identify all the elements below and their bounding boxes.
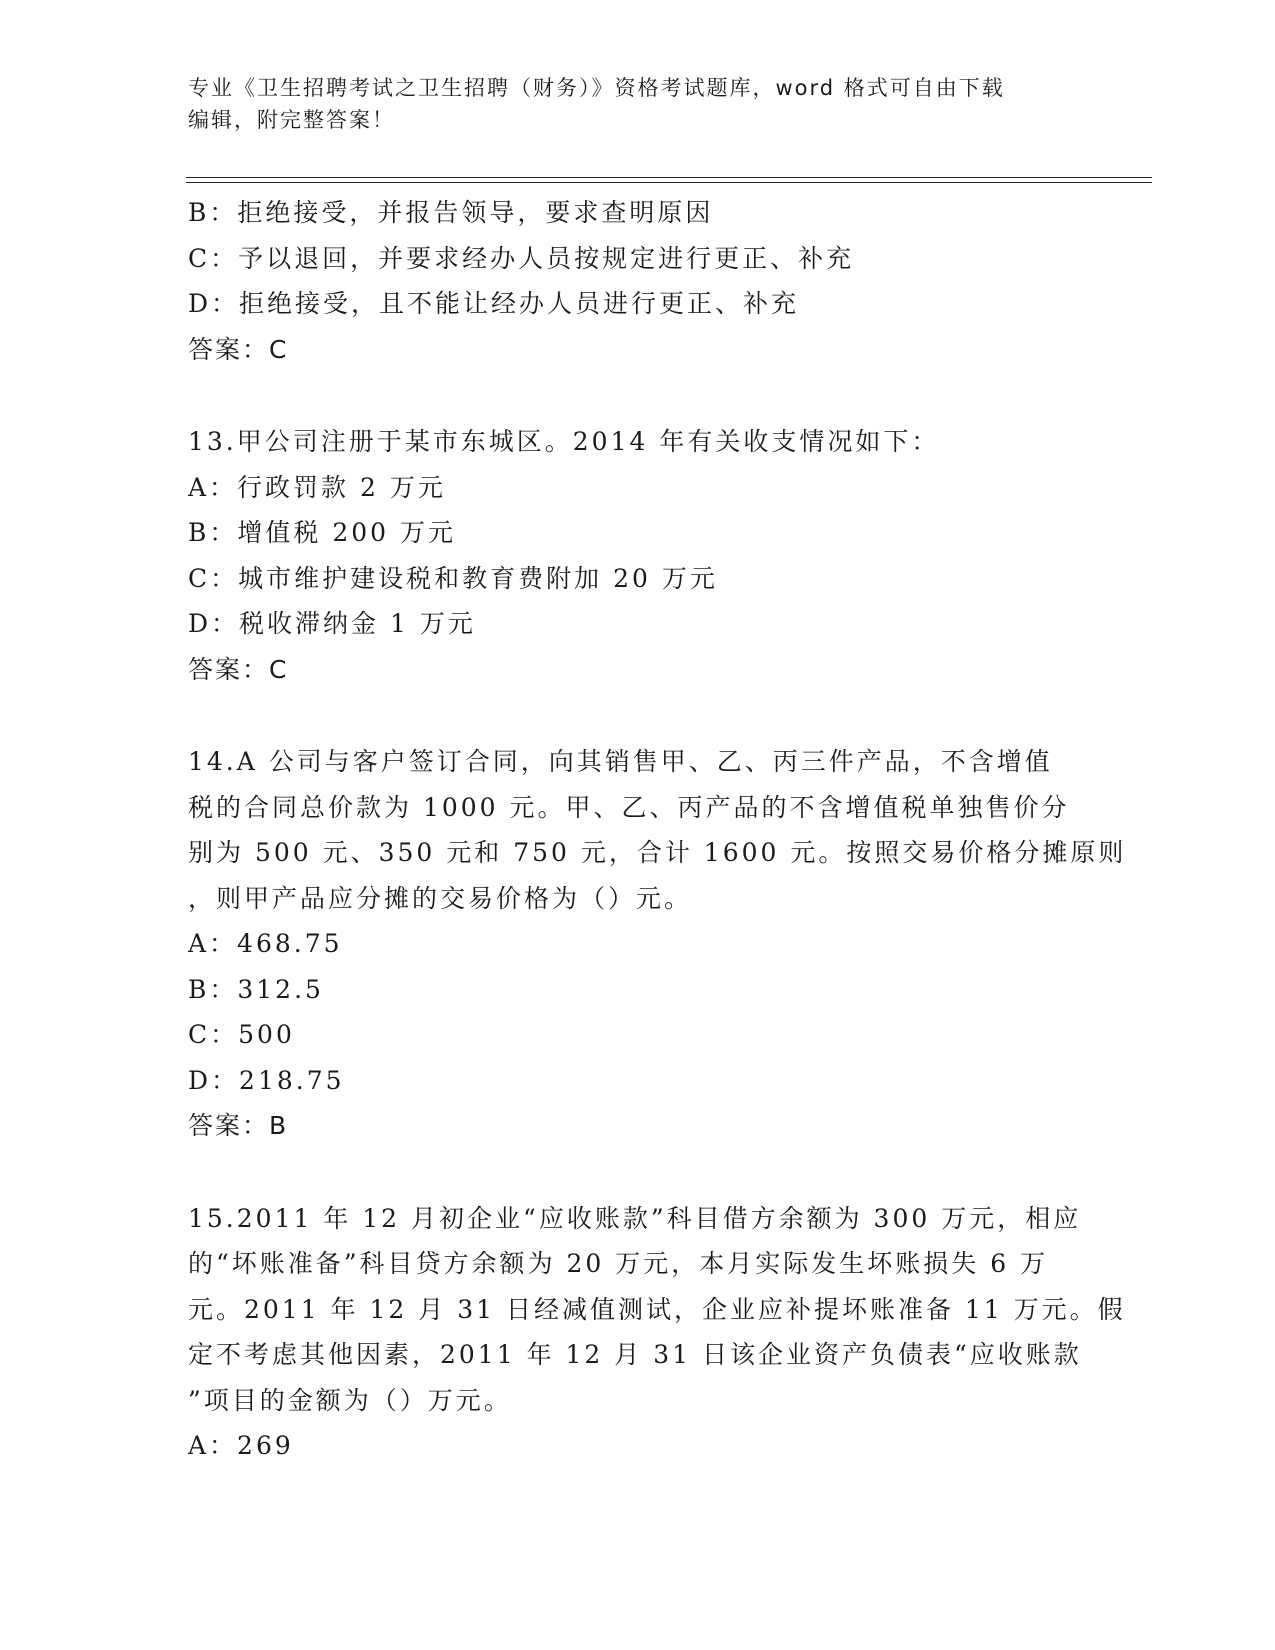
answer-line: 答案：C (188, 334, 289, 364)
header-divider-top (186, 177, 1152, 178)
option-d: D：218.75 (188, 1065, 345, 1095)
question-stem-line-5: ”项目的金额为（）万元。 (188, 1385, 512, 1415)
option-a: A：468.75 (188, 929, 343, 958)
option-a: A：行政罚款 2 万元 (188, 472, 446, 502)
header-divider-bottom (186, 182, 1152, 183)
question-stem-line-1: 14.A 公司与客户签订合同，向其销售甲、乙、丙三件产品，不含增值 (188, 747, 1053, 776)
spacer (188, 692, 1088, 739)
spacer (188, 1149, 1088, 1196)
question-list (188, 190, 1127, 1469)
option-c: C：城市维护建设税和教育费附加 20 万元 (188, 563, 718, 593)
option-c: C：500 (188, 1020, 295, 1049)
question-stem-line-2: 税的合同总价款为 1000 元。甲、乙、丙产品的不含增值税单独售价分 (188, 792, 1070, 822)
option-b: B：拒绝接受，并报告领导，要求查明原因 (188, 198, 714, 227)
question-15 (188, 1196, 1126, 1469)
option-d: D：税收滞纳金 1 万元 (188, 609, 476, 638)
question-13 (188, 419, 1088, 692)
spacer (188, 372, 1088, 419)
option-c: C：予以退回，并要求经办人员按规定进行更正、补充 (188, 243, 855, 273)
answer-line: 答案：C (188, 654, 289, 684)
question-stem-line-3: 元。2011 年 12 月 31 日经减值测试，企业应补提坏账准备 11 万元。假 (188, 1294, 1126, 1324)
question-14 (188, 739, 1127, 1149)
answer-line: 答案：B (188, 1111, 289, 1140)
question-stem-line-3: 别为 500 元、350 元和 750 元，合计 1600 元。按照交易价格分摊原则 (188, 838, 1127, 867)
option-d: D：拒绝接受，且不能让经办人员进行更正、补充 (188, 289, 800, 318)
question-stem: 13.甲公司注册于某市东城区。2014 年有关收支情况如下： (188, 427, 940, 456)
question-stem-line-2: 的“坏账准备”科目贷方余额为 20 万元，本月实际发生坏账损失 6 万 (188, 1249, 1049, 1278)
header-line-1: 专业《卫生招聘考试之卫生招聘（财务）》资格考试题库，word 格式可自由下载 (188, 76, 1005, 100)
question-stem-line-4: 定不考虑其他因素，2011 年 12 月 31 日该企业资产负债表“应收账款 (188, 1340, 1082, 1369)
question-stem-line-1: 15.2011 年 12 月初企业“应收账款”科目借方余额为 300 万元，相应 (188, 1203, 1082, 1233)
question-12 (188, 190, 1088, 372)
document-header (188, 72, 1068, 136)
option-b: B：312.5 (188, 974, 324, 1004)
option-a: A：269 (188, 1431, 294, 1460)
question-stem-line-4: ，则甲产品应分摊的交易价格为（）元。 (188, 883, 693, 913)
option-b: B：增值税 200 万元 (188, 518, 456, 547)
header-line-2: 编辑，附完整答案！ (188, 108, 395, 132)
